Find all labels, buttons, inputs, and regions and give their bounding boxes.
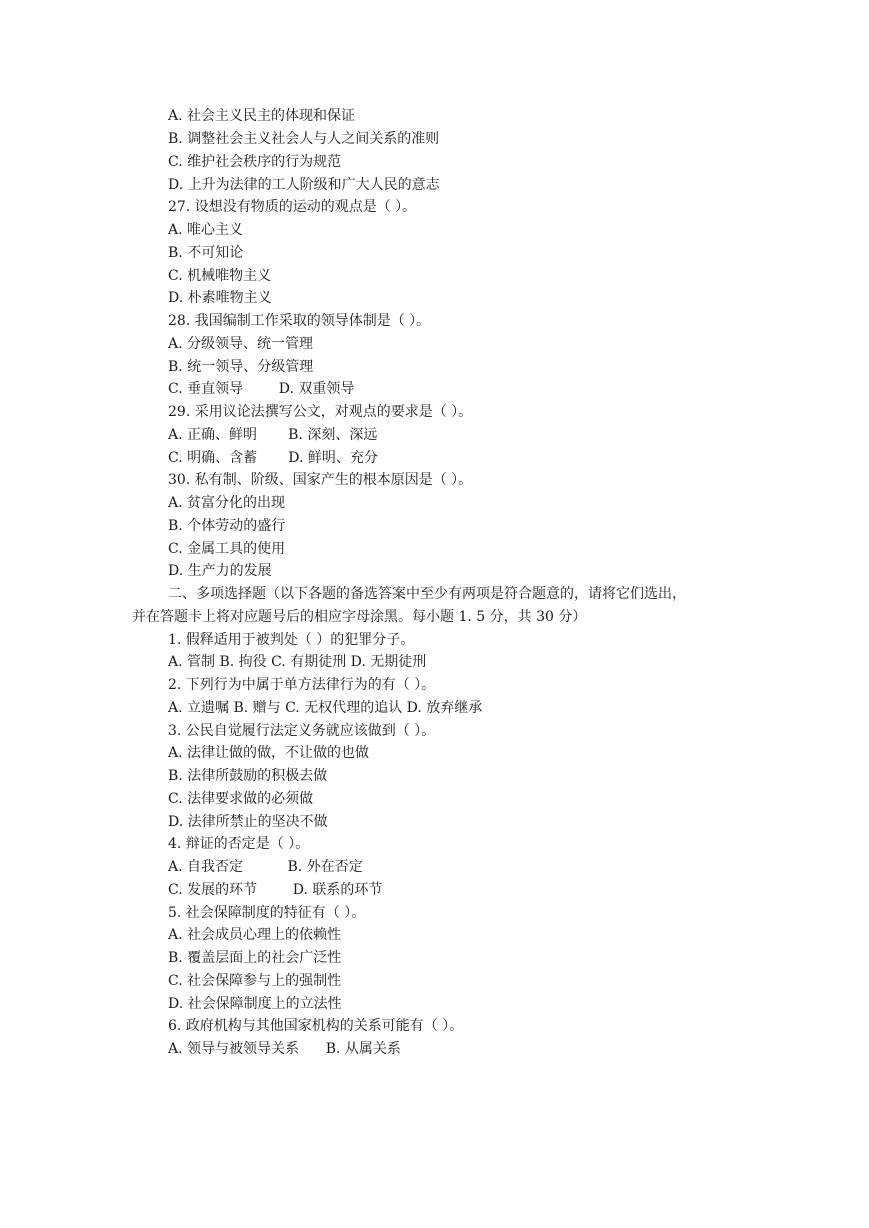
- option-c: C. 维护社会秩序的行为规范: [168, 154, 342, 170]
- section-heading: 二、多项选择题（以下各题的备选答案中至少有两项是符合题意的，请将它们选出，: [168, 586, 686, 602]
- option-d: D. 法律所禁止的坚决不做: [168, 814, 328, 830]
- mc-question-2: 2. 下列行为中属于单方法律行为的有（ ）。: [168, 677, 436, 693]
- mc-question-5: 5. 社会保障制度的特征有（ ）。: [168, 905, 366, 921]
- option-cd: C. 垂直领导 D. 双重领导: [168, 381, 355, 397]
- option-d: D. 生产力的发展: [168, 563, 272, 579]
- option-c: C. 金属工具的使用: [168, 541, 286, 557]
- options-abcd: A. 管制 B. 拘役 C. 有期徒刑 D. 无期徒刑: [168, 654, 427, 670]
- option-cd: C. 明确、含蓄 D. 鲜明、充分: [168, 450, 378, 466]
- option-d: D. 上升为法律的工人阶级和广大人民的意志: [168, 177, 440, 193]
- option-cd: C. 发展的环节 D. 联系的环节: [168, 882, 383, 898]
- question-27: 27. 设想没有物质的运动的观点是（ ）。: [168, 199, 417, 215]
- question-30: 30. 私有制、阶级、国家产生的根本原因是（ ）。: [168, 472, 473, 488]
- option-b: B. 不可知论: [168, 245, 244, 261]
- mc-question-6: 6. 政府机构与其他国家机构的关系可能有（ ）。: [168, 1018, 464, 1034]
- option-c: C. 社会保障参与上的强制性: [168, 973, 342, 989]
- option-b: B. 调整社会主义社会人与人之间关系的准则: [168, 131, 440, 147]
- option-a: A. 唯心主义: [168, 222, 244, 238]
- option-d: D. 朴素唯物主义: [168, 290, 272, 306]
- option-ab: A. 正确、鲜明 B. 深刻、深远: [168, 427, 378, 443]
- mc-question-1: 1. 假释适用于被判处（ ）的犯罪分子。: [168, 632, 415, 648]
- option-a: A. 法律让做的做，不让做的也做: [168, 745, 370, 761]
- option-a: A. 社会成员心理上的依赖性: [168, 927, 342, 943]
- option-ab: A. 自我否定 B. 外在否定: [168, 859, 363, 875]
- option-a: A. 贫富分化的出现: [168, 495, 286, 511]
- question-29: 29. 采用议论法撰写公文，对观点的要求是（ ）。: [168, 404, 473, 420]
- option-a: A. 分级领导、统一管理: [168, 336, 314, 352]
- option-b: B. 法律所鼓励的积极去做: [168, 768, 328, 784]
- option-a: A. 社会主义民主的体现和保证: [168, 108, 356, 124]
- option-b: B. 个体劳动的盛行: [168, 518, 286, 534]
- option-d: D. 社会保障制度上的立法性: [168, 996, 342, 1012]
- option-ab: A. 领导与被领导关系 B. 从属关系: [168, 1041, 401, 1057]
- options-abcd: A. 立遗嘱 B. 赠与 C. 无权代理的追认 D. 放弃继承: [168, 700, 483, 716]
- option-b: B. 覆盖层面上的社会广泛性: [168, 950, 342, 966]
- section-heading-cont: 并在答题卡上将对应题号后的相应字母涂黑。每小题 1. 5 分，共 30 分）: [132, 609, 587, 625]
- option-c: C. 机械唯物主义: [168, 268, 272, 284]
- mc-question-3: 3. 公民自觉履行法定义务就应该做到（ ）。: [168, 723, 436, 739]
- option-b: B. 统一领导、分级管理: [168, 359, 314, 375]
- option-c: C. 法律要求做的必须做: [168, 791, 314, 807]
- question-28: 28. 我国编制工作采取的领导体制是（ ）。: [168, 313, 431, 329]
- mc-question-4: 4. 辩证的否定是（ ）。: [168, 836, 310, 852]
